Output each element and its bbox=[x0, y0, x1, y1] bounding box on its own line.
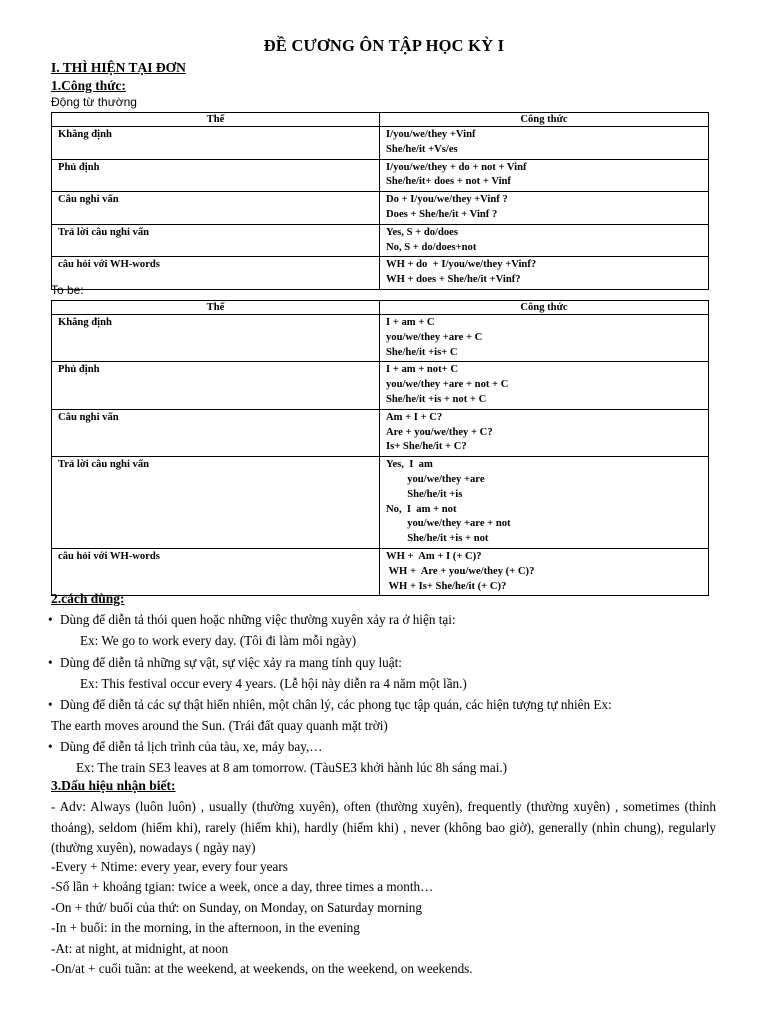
usage-item bbox=[48, 655, 402, 671]
formula-line: She/he/it +Vs/es bbox=[386, 143, 458, 155]
section-heading-present-simple: I. THÌ HIỆN TẠI ĐƠN bbox=[51, 60, 186, 75]
formula-line: you/we/they +are + C bbox=[386, 331, 483, 343]
bullet-icon: • bbox=[48, 612, 53, 627]
usage-item bbox=[48, 739, 322, 755]
formula-line: She/he/it+ does + not + Vinf bbox=[386, 176, 511, 188]
formula-cell bbox=[380, 224, 709, 257]
formula-line: Is+ She/he/it + C? bbox=[386, 441, 467, 453]
sign-line: -On/at + cuối tuần: at the weekend, at weekends, on the weekend, on weekends. bbox=[51, 961, 473, 976]
formula-line: Am + I + C? bbox=[386, 411, 443, 423]
column-header-form: Thể bbox=[52, 113, 380, 127]
bullet-icon: • bbox=[48, 739, 53, 754]
formula-line: I + am + not+ C bbox=[386, 364, 458, 376]
bullet-icon: • bbox=[48, 697, 53, 712]
formula-line: She/he/it +is + not + C bbox=[386, 393, 487, 405]
table-row bbox=[52, 548, 709, 595]
form-cell: Phủ định bbox=[52, 362, 380, 409]
sign-line: -Số lần + khoảng tgian: twice a week, once a day, three times a month… bbox=[51, 879, 434, 894]
sign-line: -At: at night, at midnight, at noon bbox=[51, 941, 229, 956]
table-row bbox=[52, 192, 709, 225]
table-row bbox=[52, 224, 709, 257]
form-cell: Khẳng định bbox=[52, 315, 380, 362]
usage-item bbox=[48, 612, 456, 628]
formula-line: She/he/it +is + not bbox=[386, 533, 489, 545]
usage-item bbox=[48, 697, 612, 713]
formula-cell bbox=[380, 548, 709, 595]
usage-text: Dùng để diễn tả các sự thật hiển nhiên, một chân lý, các phong tục tập quán, các hiện tượng tự nhiên Ex: bbox=[60, 697, 612, 712]
formula-line: you/we/they +are + not + C bbox=[386, 379, 509, 391]
form-cell: câu hỏi với WH-words bbox=[52, 548, 380, 595]
formula-line: Yes, S + do/does bbox=[386, 226, 458, 238]
formula-cell bbox=[380, 457, 709, 549]
signs-heading: 3.Dấu hiệu nhận biết: bbox=[51, 778, 176, 793]
table-row bbox=[52, 257, 709, 290]
formula-line: Yes, I am bbox=[386, 459, 433, 471]
formula-line: WH + Is+ She/he/it (+ C)? bbox=[386, 580, 507, 592]
form-cell: Phủ định bbox=[52, 159, 380, 192]
table-row bbox=[52, 409, 709, 456]
formula-line: She/he/it +is+ C bbox=[386, 346, 458, 358]
table-row bbox=[52, 315, 709, 362]
usage-text: Dùng để diễn tả những sự vật, sự việc xảy ra mang tính quy luật: bbox=[60, 655, 402, 670]
formula-heading: 1.Công thức: bbox=[51, 78, 126, 93]
form-cell: Câu nghi vấn bbox=[52, 192, 380, 225]
usage-text: Dùng để diễn tả thói quen hoặc những việc thường xuyên xảy ra ở hiện tại: bbox=[60, 612, 456, 627]
formula-line: I/you/we/they +Vinf bbox=[386, 129, 476, 140]
usage-example: Ex: The train SE3 leaves at 8 am tomorrow. (TàuSE3 khởi hành lúc 8h sáng mai.) bbox=[76, 760, 508, 775]
formula-line: No, S + do/does+not bbox=[386, 241, 477, 253]
column-header-form: Thể bbox=[52, 301, 380, 315]
column-header-formula: Công thức bbox=[380, 301, 709, 315]
sign-line: -Every + Ntime: every year, every four years bbox=[51, 859, 288, 874]
usage-heading: 2.cách dùng: bbox=[51, 591, 125, 606]
form-cell: Trả lời câu nghi vấn bbox=[52, 457, 380, 549]
formula-line: I/you/we/they + do + not + Vinf bbox=[386, 161, 527, 173]
form-cell: Khẳng định bbox=[52, 127, 380, 160]
formula-line: WH + does + She/he/it +Vinf? bbox=[386, 274, 521, 286]
formula-line: WH + Am + I (+ C)? bbox=[386, 550, 482, 562]
formula-cell bbox=[380, 362, 709, 409]
formula-cell bbox=[380, 159, 709, 192]
normal-verb-table bbox=[51, 112, 709, 290]
formula-line: Does + She/he/it + Vinf ? bbox=[386, 208, 498, 220]
usage-example: Ex: We go to work every day. (Tôi đi làm mỗi ngày) bbox=[80, 633, 357, 648]
to-be-label: To be: bbox=[51, 283, 84, 297]
table-row bbox=[52, 127, 709, 160]
formula-cell bbox=[380, 315, 709, 362]
formula-line: you/we/they +are + not bbox=[386, 518, 511, 530]
usage-example: The earth moves around the Sun. (Trái đất quay quanh mặt trời) bbox=[51, 718, 388, 733]
to-be-table bbox=[51, 300, 709, 596]
usage-example: Ex: This festival occur every 4 years. (Lễ hội này diễn ra 4 năm một lần.) bbox=[80, 676, 467, 691]
formula-line: No, I am + not bbox=[386, 503, 457, 515]
formula-line: you/we/they +are bbox=[386, 473, 485, 485]
table-row bbox=[52, 362, 709, 409]
formula-cell bbox=[380, 127, 709, 160]
table-row bbox=[52, 457, 709, 549]
form-cell: câu hỏi với WH-words bbox=[52, 257, 380, 290]
sign-line: -In + buổi: in the morning, in the afternoon, in the evening bbox=[51, 920, 360, 935]
formula-line: WH + do + I/you/we/they +Vinf? bbox=[386, 259, 537, 271]
formula-line: Do + I/you/we/they +Vinf ? bbox=[386, 194, 508, 206]
usage-text: Dùng để diễn tả lịch trình của tàu, xe, máy bay,… bbox=[60, 739, 323, 754]
column-header-formula: Công thức bbox=[380, 113, 709, 127]
document-title: ĐỀ CƯƠNG ÔN TẬP HỌC KỲ I bbox=[263, 36, 505, 55]
form-cell: Trả lời câu nghi vấn bbox=[52, 224, 380, 257]
formula-line: WH + Are + you/we/they (+ C)? bbox=[386, 565, 535, 577]
formula-line: I + am + C bbox=[386, 317, 435, 328]
sign-line: -On + thứ/ buổi của thứ: on Sunday, on Monday, on Saturday morning bbox=[51, 900, 422, 915]
formula-cell bbox=[380, 409, 709, 456]
formula-line: Are + you/we/they + C? bbox=[386, 426, 493, 438]
adverbs-paragraph: - Adv: Always (luôn luôn) , usually (thường xuyên), often (thường xuyên), frequently (thường xuyên) , sometimes (thỉnh thoảng), seldom (hiếm khi), rarely (hiếm khi), hardly (hiếm khi) , never (không bao giờ), generally (nhìn chung), regularly (thường xuyên), nowadays ( ngày nay) bbox=[51, 799, 716, 855]
formula-cell bbox=[380, 192, 709, 225]
formula-cell bbox=[380, 257, 709, 290]
form-cell: Câu nghi vấn bbox=[52, 409, 380, 456]
normal-verb-label: Động từ thường bbox=[51, 95, 137, 109]
bullet-icon: • bbox=[48, 655, 53, 670]
formula-line: She/he/it +is bbox=[386, 488, 463, 500]
table-row bbox=[52, 159, 709, 192]
